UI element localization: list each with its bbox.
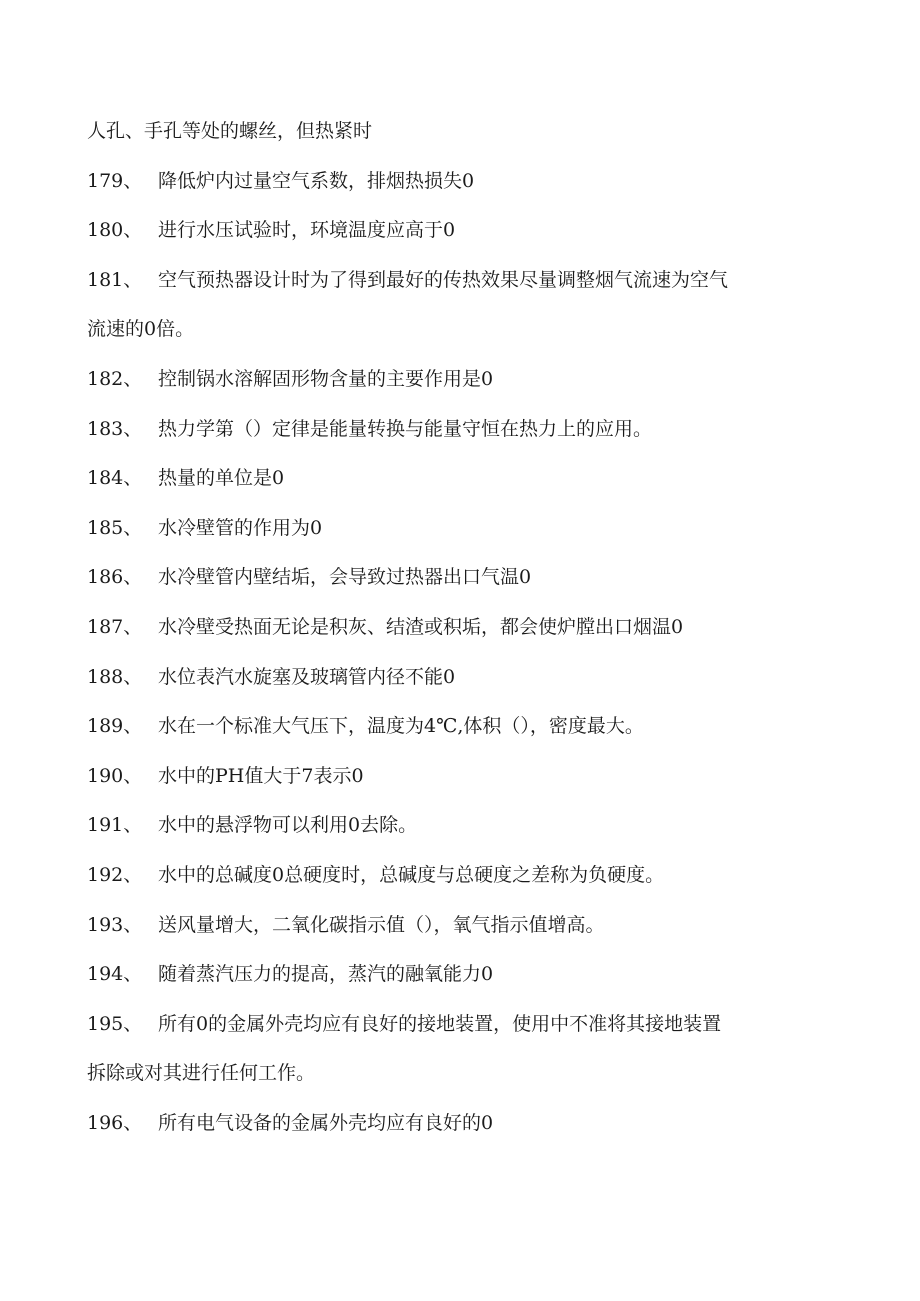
- question-195: [87, 1012, 721, 1036]
- question-195-continuation: [87, 1061, 315, 1085]
- question-number: 188、: [87, 666, 143, 688]
- question-text: 水位表汽水旋塞及玻璃管内径不能0: [158, 666, 456, 688]
- question-number: 189、: [87, 715, 143, 737]
- question-text: 随着蒸汽压力的提高，蒸汽的融氧能力0: [158, 963, 494, 985]
- question-number: 194、: [87, 963, 143, 985]
- question-number: 195、: [87, 1013, 143, 1035]
- question-text: 降低炉内过量空气系数，排烟热损失0: [158, 170, 475, 192]
- question-194: [87, 962, 493, 986]
- question-179: [87, 169, 474, 193]
- question-183: [87, 417, 652, 441]
- question-184: [87, 466, 284, 490]
- question-number: 196、: [87, 1112, 143, 1134]
- question-number: 179、: [87, 170, 143, 192]
- question-number: 183、: [87, 418, 143, 440]
- question-text: 控制锅水溶解固形物含量的主要作用是0: [158, 368, 494, 390]
- question-text: 热量的单位是0: [158, 467, 285, 489]
- question-181-continuation: [87, 317, 194, 341]
- question-189: [87, 714, 644, 738]
- question-text: 水中的PH值大于7表示0: [158, 765, 364, 787]
- line-text: 人孔、手孔等处的螺丝，但热紧时: [87, 120, 373, 142]
- question-number: 190、: [87, 765, 143, 787]
- question-182: [87, 367, 493, 391]
- question-190: [87, 764, 364, 788]
- question-number: 187、: [87, 616, 143, 638]
- question-number: 180、: [87, 219, 143, 241]
- question-192: [87, 863, 664, 887]
- question-text: 热力学第（）定律是能量转换与能量守恒在热力上的应用。: [158, 418, 653, 440]
- question-text: 流速的0倍。: [87, 318, 195, 340]
- question-185: [87, 516, 322, 540]
- question-186: [87, 565, 531, 589]
- question-187: [87, 615, 683, 639]
- question-text: 所有电气设备的金属外壳均应有良好的0: [158, 1112, 494, 1134]
- question-text: 空气预热器设计时为了得到最好的传热效果尽量调整烟气流速为空气: [158, 269, 729, 291]
- question-193: [87, 913, 605, 937]
- question-number: 192、: [87, 864, 143, 886]
- question-number: 186、: [87, 566, 143, 588]
- question-text: 进行水压试验时，环境温度应高于0: [158, 219, 456, 241]
- question-number: 191、: [87, 814, 143, 836]
- question-number: 184、: [87, 467, 143, 489]
- question-number: 193、: [87, 914, 143, 936]
- question-191: [87, 813, 417, 837]
- question-text: 水冷壁受热面无论是积灰、结渣或积垢，都会使炉膛出口烟温0: [158, 616, 684, 638]
- question-number: 181、: [87, 269, 143, 291]
- question-196: [87, 1111, 493, 1135]
- question-181: [87, 268, 728, 292]
- question-180: [87, 218, 455, 242]
- question-number: 185、: [87, 517, 143, 539]
- question-text: 水中的总碱度0总硬度时，总碱度与总硬度之差称为负硬度。: [158, 864, 665, 886]
- question-text: 水中的悬浮物可以利用0去除。: [158, 814, 418, 836]
- question-text: 水冷壁管的作用为0: [158, 517, 323, 539]
- question-text: 送风量增大，二氧化碳指示值（），氧气指示值增高。: [158, 914, 605, 936]
- question-text: 拆除或对其进行任何工作。: [87, 1062, 316, 1084]
- question-text: 水在一个标准大气压下，温度为4℃,体积（），密度最大。: [158, 715, 644, 737]
- question-text: 所有0的金属外壳均应有良好的接地装置，使用中不准将其接地装置: [158, 1013, 722, 1035]
- text-line: [87, 119, 372, 143]
- question-text: 水冷壁管内壁结垢，会导致过热器出口气温0: [158, 566, 532, 588]
- question-188: [87, 665, 455, 689]
- question-number: 182、: [87, 368, 143, 390]
